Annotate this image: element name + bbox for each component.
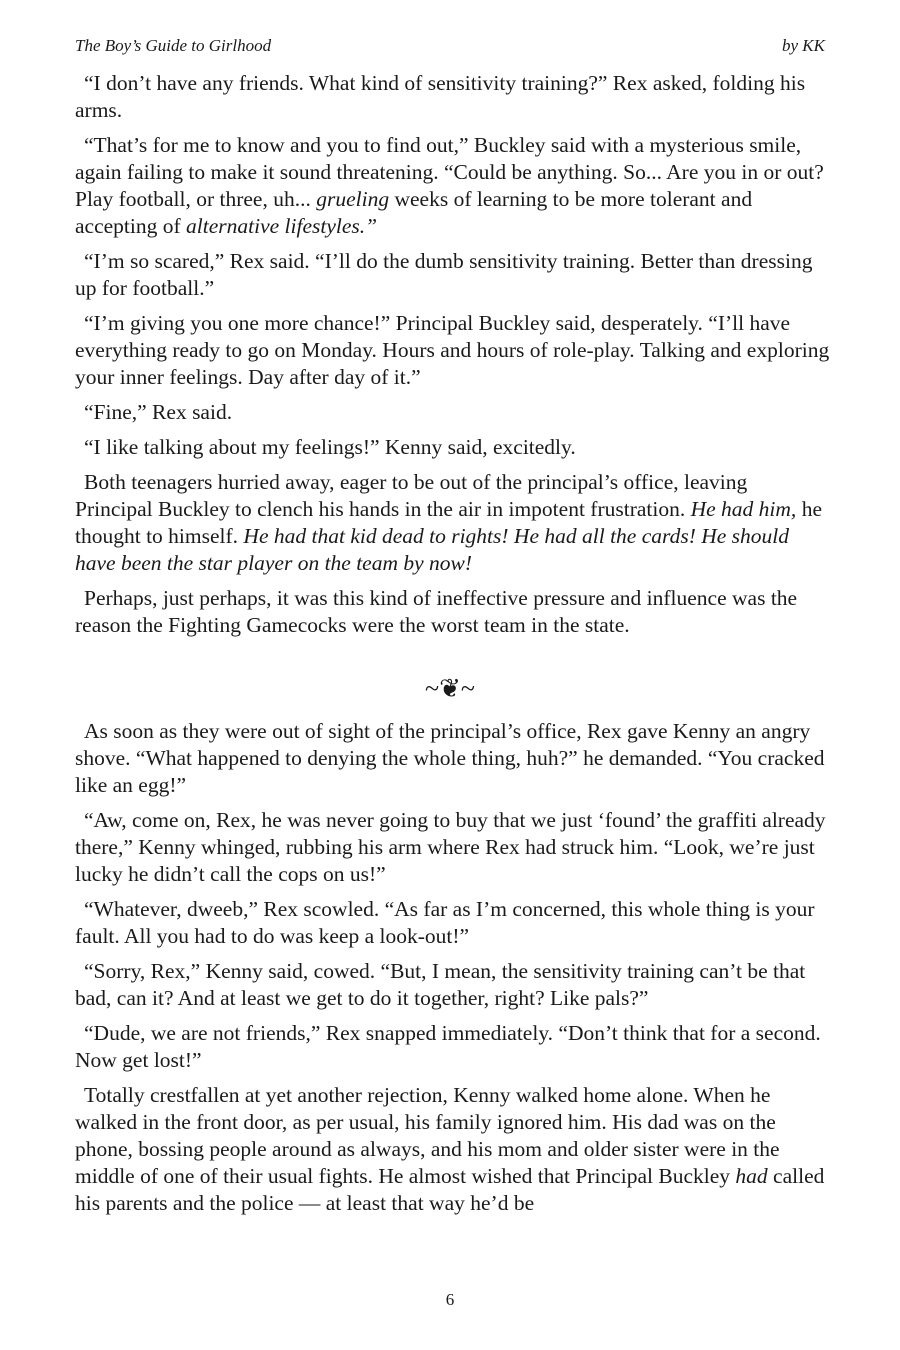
paragraph [75, 1020, 830, 1074]
paragraph [75, 399, 830, 426]
text-run: As soon as they were out of sight of the principal’s office, Rex gave Kenny an angry shove. “What happened to denying the whole thing, huh?” he demanded. “You cracked like an egg!” [75, 719, 825, 797]
paragraph [75, 310, 830, 391]
paragraph [75, 469, 830, 577]
book-title: The Boy’s Guide to Girlhood [75, 36, 272, 55]
text-run: Totally crestfallen at yet another rejection, Kenny walked home alone. When he walked in the front door, as per usual, his family ignored him. His dad was on the phone, bossing people around as always, and his mom and older sister were in the middle of one of their usual fights. He almost wished that Principal Buckley [75, 1083, 780, 1188]
author-name: by KK [782, 36, 825, 55]
paragraph [75, 70, 830, 124]
italic-text: had [735, 1164, 768, 1188]
text-run: “I don’t have any friends. What kind of sensitivity training?” Rex asked, folding his arms. [75, 71, 806, 122]
italic-text: grueling [316, 187, 390, 211]
page-number: 6 [445, 1290, 455, 1309]
text-run: weeks of learning to be more tolerant and accepting of [75, 187, 753, 238]
text-run: “Fine,” Rex said. [84, 400, 233, 424]
paragraph [75, 1082, 830, 1217]
text-run: Both teenagers hurried away, eager to be out of the principal’s office, leaving Principal Buckley to clench his hands in the air in impotent frustration. [75, 470, 748, 521]
text-run: “Whatever, dweeb,” Rex scowled. “As far as I’m concerned, this whole thing is your fault. All you had to do was keep a look-out!” [75, 897, 815, 948]
italic-text: He had that kid dead to rights! He had all the cards! He should have been the star player on the team by now! [75, 524, 790, 575]
paragraph [75, 896, 830, 950]
paragraph [75, 585, 830, 639]
text-run: “Dude, we are not friends,” Rex snapped immediately. “Don’t think that for a second. Now get lost!” [75, 1021, 821, 1072]
text-run: “That’s for me to know and you to find out,” Buckley said with a mysterious smile, again failing to make it sound threatening. “Could be anything. So... Are you in or out? Play football, or three, uh... [75, 133, 824, 211]
body-text-part-2 [75, 718, 830, 1225]
text-run: “Sorry, Rex,” Kenny said, cowed. “But, I mean, the sensitivity training can’t be that bad, can it? And at least we get to do it together, right? Like pals?” [75, 959, 806, 1010]
section-break-ornament: ~❦~ [425, 674, 475, 703]
text-run: “I’m so scared,” Rex said. “I’ll do the dumb sensitivity training. Better than dressing up for football.” [75, 249, 813, 300]
text-run: Perhaps, just perhaps, it was this kind of ineffective pressure and influence was the reason the Fighting Gamecocks were the worst team in the state. [75, 586, 798, 637]
text-run: “Aw, come on, Rex, he was never going to buy that we just ‘found’ the graffiti already there,” Kenny whinged, rubbing his arm where Rex had struck him. “Look, we’re just lucky he didn’t call the cops on us!” [75, 808, 826, 886]
paragraph [75, 718, 830, 799]
paragraph [75, 132, 830, 240]
paragraph [75, 248, 830, 302]
text-run: he thought to himself. [75, 497, 822, 548]
italic-text: alternative lifestyles.” [186, 214, 378, 238]
italic-text: He had him, [690, 497, 797, 521]
text-run: called his parents and the police — at least that way he’d be [75, 1164, 825, 1215]
paragraph [75, 807, 830, 888]
paragraph [75, 958, 830, 1012]
body-text-part-1 [75, 70, 830, 647]
text-run: “I’m giving you one more chance!” Principal Buckley said, desperately. “I’ll have everything ready to go on Monday. Hours and hours of role-play. Talking and exploring your inner feelings. Day after day of it.” [75, 311, 830, 389]
text-run: “I like talking about my feelings!” Kenny said, excitedly. [84, 435, 576, 459]
paragraph [75, 434, 830, 461]
